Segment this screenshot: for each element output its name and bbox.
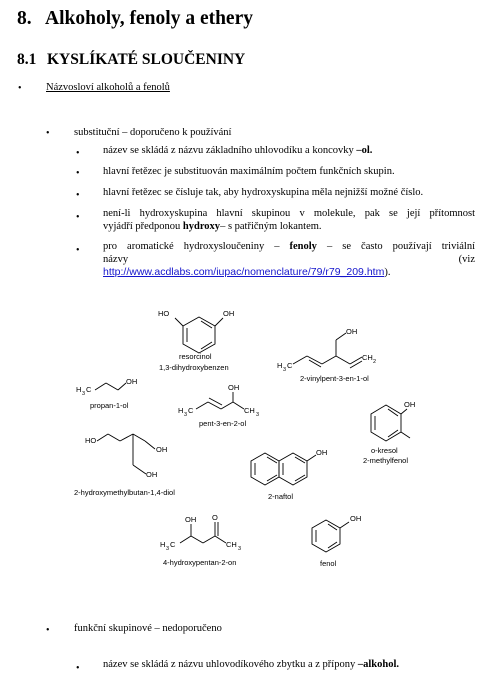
iupac-link[interactable]: http://www.acdlabs.com/iupac/nomenclature/79/r79_209.htm: [103, 266, 385, 278]
methylbutanediol-structure: [97, 434, 155, 474]
resorcinol-structure: [175, 317, 223, 353]
list-item-bold: –alkohol.: [357, 659, 399, 670]
bullet-glyph: •: [46, 625, 50, 636]
atom-label: 3: [82, 391, 86, 397]
list-item-bold: –ol.: [356, 145, 373, 156]
list-item-line: není-li hydroxyskupina hlavní skupinou v molekule, pak se její přítomnost: [103, 208, 475, 219]
molecule-name: propan-1-ol: [90, 401, 129, 410]
atom-label: 2: [373, 359, 377, 365]
list-item-text: vyjádří předponou: [103, 220, 183, 232]
list-item-text: názvy: [103, 253, 129, 265]
bullet-glyph: •: [76, 148, 80, 159]
atom-label: 3: [256, 412, 260, 418]
list-item-text: (viz: [458, 253, 475, 265]
atom-label: CH: [244, 406, 255, 415]
bullet-glyph: •: [46, 128, 50, 139]
bullet-glyph: •: [76, 663, 80, 674]
atom-label: OH: [185, 515, 197, 524]
bullet-glyph: •: [18, 83, 22, 94]
atom-label: O: [212, 513, 218, 522]
atom-label: H: [76, 385, 82, 394]
atom-label: HO: [158, 309, 170, 318]
bullet-glyph: •: [76, 168, 80, 179]
vinylpentenol-structure: [293, 333, 362, 368]
atom-label: H: [178, 406, 184, 415]
bullet1-underlined: Názvosloví alkoholů a fenolů: [46, 82, 170, 93]
bullet-glyph: •: [76, 190, 80, 201]
list-item-text: pro aromatické hydroxysloučeniny –: [103, 241, 290, 252]
sub1-text: substituční – doporučeno k používání: [74, 127, 232, 138]
atom-label: H: [160, 540, 166, 549]
atom-label: H: [277, 361, 283, 370]
list-item: [103, 659, 475, 672]
section-number: 8.1: [17, 51, 37, 68]
list-item-bold: hydroxy: [182, 220, 221, 232]
atom-label: OH: [156, 445, 168, 454]
list-item-text: hlavní řetězec se čísluje tak, aby hydroxyskupina měla nejnižší možné číslo.: [103, 187, 424, 198]
hydroxypentanone-structure: [180, 522, 226, 543]
atom-label: OH: [146, 470, 158, 479]
naphthol-structure: [251, 453, 316, 485]
list-item-bold: fenoly: [289, 241, 317, 252]
phenol-structure: [312, 520, 349, 552]
molecule-name: resorcinol: [179, 352, 212, 361]
molecule-name: 2-vinylpent-3-en-1-ol: [300, 374, 369, 383]
molecule-systematic-name: 1,3-dihydroxybenzen: [159, 363, 229, 372]
chapter-title: Alkoholy, fenoly a ethery: [45, 8, 253, 29]
list-item-text: název se skládá z názvu základního uhlovodíku a koncovky: [103, 145, 357, 156]
atom-label: 3: [184, 412, 188, 418]
molecule-systematic-name: 2-methylfenol: [363, 456, 409, 465]
molecule-name: 2-naftol: [268, 492, 294, 501]
atom-label: 3: [283, 367, 287, 373]
list-item-text: název se skládá z názvu uhlovodíkového zbytku a z přípony: [103, 659, 358, 670]
molecule-name: 4-hydroxypentan-2-on: [163, 558, 237, 567]
list-item-text: hlavní řetězec je substituován maximálním počtem funkčních skupin.: [103, 166, 395, 177]
list-item-text: ).: [384, 267, 391, 278]
atom-label: CH: [362, 353, 373, 362]
pentenol-structure: [196, 392, 244, 409]
atom-label: CH: [226, 540, 237, 549]
atom-label: OH: [346, 327, 358, 336]
sub2-text: funkční skupinové – nedoporučeno: [74, 623, 222, 634]
atom-label: HO: [85, 436, 97, 445]
section-title: KYSLÍKATÉ SLOUČENINY: [47, 51, 246, 68]
atom-label: OH: [126, 377, 138, 386]
cresol-structure: [371, 405, 410, 441]
atom-label: 3: [166, 546, 170, 552]
molecule-name: fenol: [320, 559, 337, 568]
atom-label: C: [86, 385, 92, 394]
atom-label: OH: [223, 309, 235, 318]
atom-label: OH: [316, 448, 328, 457]
atom-label: C: [170, 540, 176, 549]
atom-label: C: [188, 406, 194, 415]
bullet-glyph: •: [76, 245, 80, 256]
atom-label: OH: [228, 383, 240, 392]
atom-label: OH: [350, 514, 362, 523]
atom-label: C: [287, 361, 293, 370]
list-item-text: – s patřičným lokantem.: [220, 220, 322, 232]
atom-label: OH: [404, 400, 416, 409]
propanol-structure: [95, 383, 126, 390]
molecule-name: 2-hydroxymethylbutan-1,4-diol: [74, 488, 175, 497]
list-item-text: – se často používají triviální: [316, 241, 475, 252]
chapter-number: 8.: [17, 8, 32, 29]
molecule-name: o-kresol: [371, 446, 398, 455]
atom-label: 3: [238, 546, 242, 552]
molecule-name: pent-3-en-2-ol: [199, 419, 247, 428]
bullet-glyph: •: [76, 212, 80, 223]
